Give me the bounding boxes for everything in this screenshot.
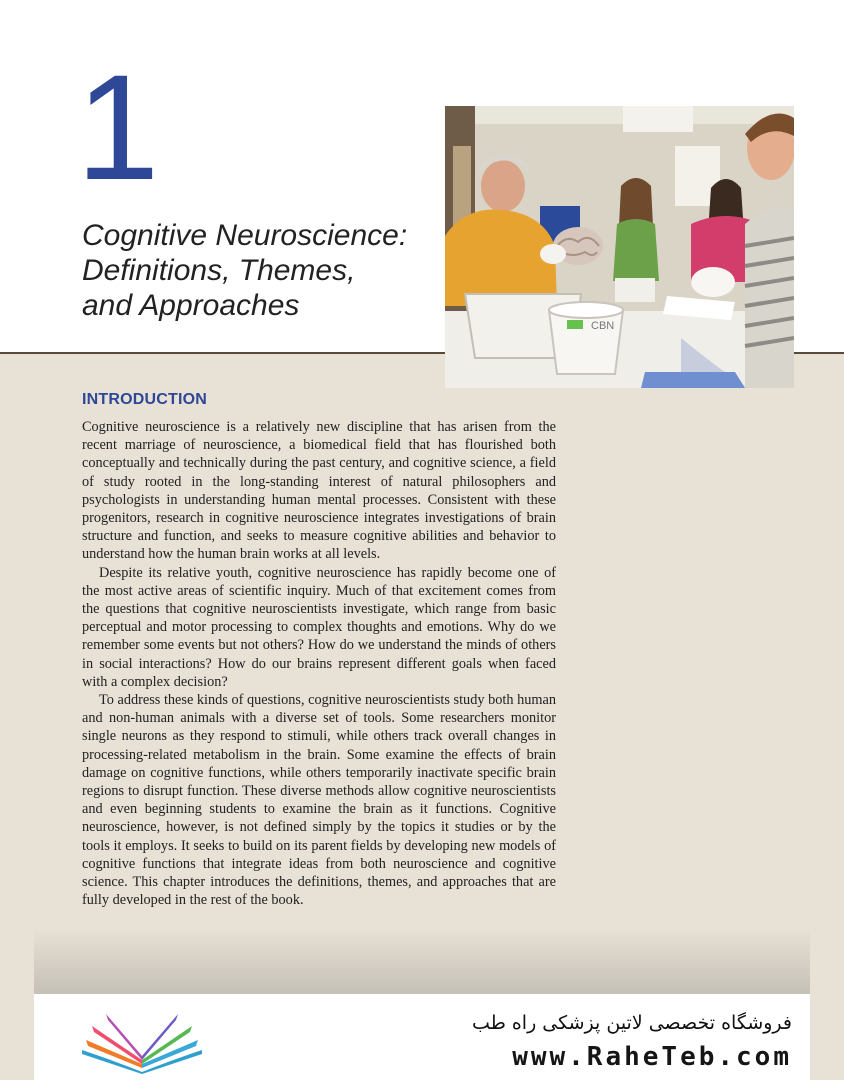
footer-shadow [34, 928, 810, 994]
bucket-label: CBN [591, 320, 615, 332]
store-url: www.RaheTeb.com [512, 1042, 792, 1072]
lab-photo [445, 106, 794, 388]
chapter-number: 1 [76, 43, 156, 211]
paragraph: Despite its relative youth, cognitive neuroscience has rapidly become one of the most active areas of scientific inquiry. Much of that excitement comes from the questions that cognitive neuroscientists investigate, which range from basic perceptual and motor processing to complex thoughts and emotions. Why do we remember some events but not others? How do we understand the minds of others in social interactions? How do our brains represent different goals when faced with a complex decision? [82, 564, 556, 690]
chapter-title-line: and Approaches [82, 289, 300, 322]
chapter-title [82, 218, 442, 323]
chapter-title-line: Cognitive Neuroscience: [82, 219, 408, 252]
store-name: فروشگاه تخصصی لاتین پزشکی راه طب [472, 1012, 792, 1034]
paragraph: To address these kinds of questions, cognitive neuroscientists study both human and non-human animals with a diverse set of tools. Some researchers monitor single neurons as they respond to stimuli, while others track overall changes in processing-related metabolism in the brain. Some examine the effects of brain damage on cognitive functions, while others temporarily inactivate specific brain regions to disrupt function. These diverse methods allow cognitive neuroscientists and even beginning students to examine the brain as it functions. Cognitive neuroscience, however, is not defined simply by the topics it studies or by the tools it employs. It seeks to build on its parent fields by developing new models of cognitive functions that integrate ideas from both neuroscience and cognitive science. This chapter introduces the definitions, themes, and approaches that are fully developed in the rest of the book. [82, 692, 556, 909]
book-logo-icon [78, 1008, 206, 1074]
body-text [82, 418, 556, 909]
paragraph: Cognitive neuroscience is a relatively new discipline that has arisen from the recent marriage of neuroscience, a biomedical field that has flourished both conceptually and technically during the past century, and cognitive science, a field of study rooted in the long-standing interest of natural philosophers and psychologists in understanding human mental processes. Consistent with these progenitors, research in cognitive neuroscience integrates investigations of brain structure and function, and seeks to measure cognitive abilities and behavior to understand how the human brain works at all levels. [82, 419, 556, 563]
section-heading: INTRODUCTION [82, 391, 208, 408]
chapter-title-line: Definitions, Themes, [82, 254, 356, 287]
